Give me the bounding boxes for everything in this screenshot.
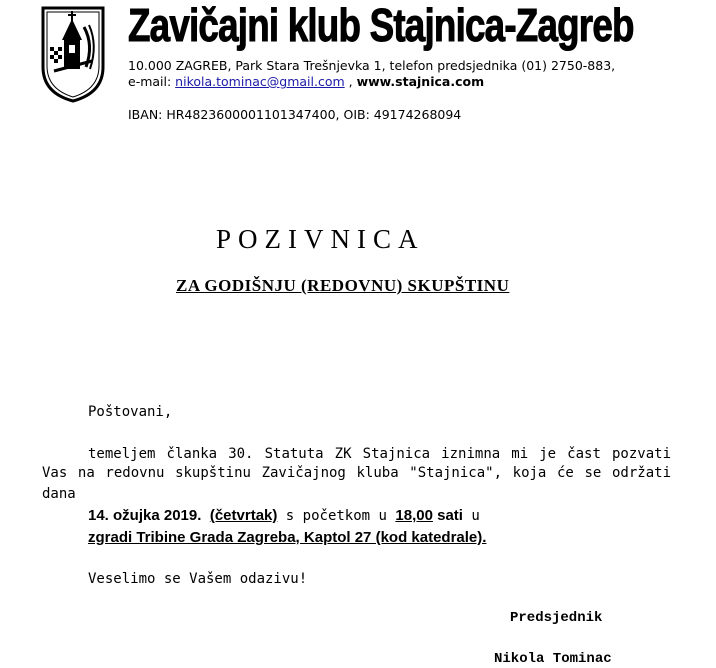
contact-separator: , <box>344 74 357 89</box>
time-prefix: s početkom u <box>277 508 396 524</box>
website-link[interactable]: www.stajnica.com <box>356 74 485 89</box>
signature-name: Nikola Tominac <box>494 651 612 667</box>
body-line-1: temeljem članka 30. Statuta ZK Stajnica iznimna mi je čast pozvati <box>88 446 671 462</box>
meeting-location: zgradi Tribine Grada Zagreba, Kaptol 27 (kod katedrale). <box>88 529 487 546</box>
iban-line: IBAN: HR4823600001101347400, OIB: 49174268094 <box>128 107 462 122</box>
closing-line: Veselimo se Vašem odazivu! <box>88 571 308 587</box>
signature-role: Predsjednik <box>510 610 603 626</box>
meeting-date: 14. ožujka 2019. <box>88 507 202 524</box>
document-subtitle: ZA GODIŠNJU (REDOVNU) SKUPŠTINU <box>176 276 510 295</box>
contact-line <box>128 74 484 89</box>
greeting: Poštovani, <box>88 404 173 420</box>
time-unit: sati <box>432 507 463 524</box>
meeting-weekday: (četvrtak) <box>209 507 278 524</box>
meeting-datetime <box>88 507 480 524</box>
club-name-heading: Zavičajni klub Stajnica-Zagreb <box>128 0 634 51</box>
email-link[interactable]: nikola.tominac@gmail.com <box>175 74 345 89</box>
body-line-3: dana <box>42 486 76 502</box>
body-line-2: Vas na redovnu skupštinu Zavičajnog kluba "Stajnica", koja će se održati <box>42 465 671 481</box>
address-line: 10.000 ZAGREB, Park Stara Trešnjevka 1, telefon predsjednika (01) 2750-883, <box>128 58 616 73</box>
time-suffix: u <box>462 508 480 524</box>
club-logo <box>40 5 106 103</box>
email-label: e-mail: <box>128 74 176 89</box>
document-title: POZIVNICA <box>216 224 425 254</box>
meeting-time: 18,00 <box>395 507 433 524</box>
